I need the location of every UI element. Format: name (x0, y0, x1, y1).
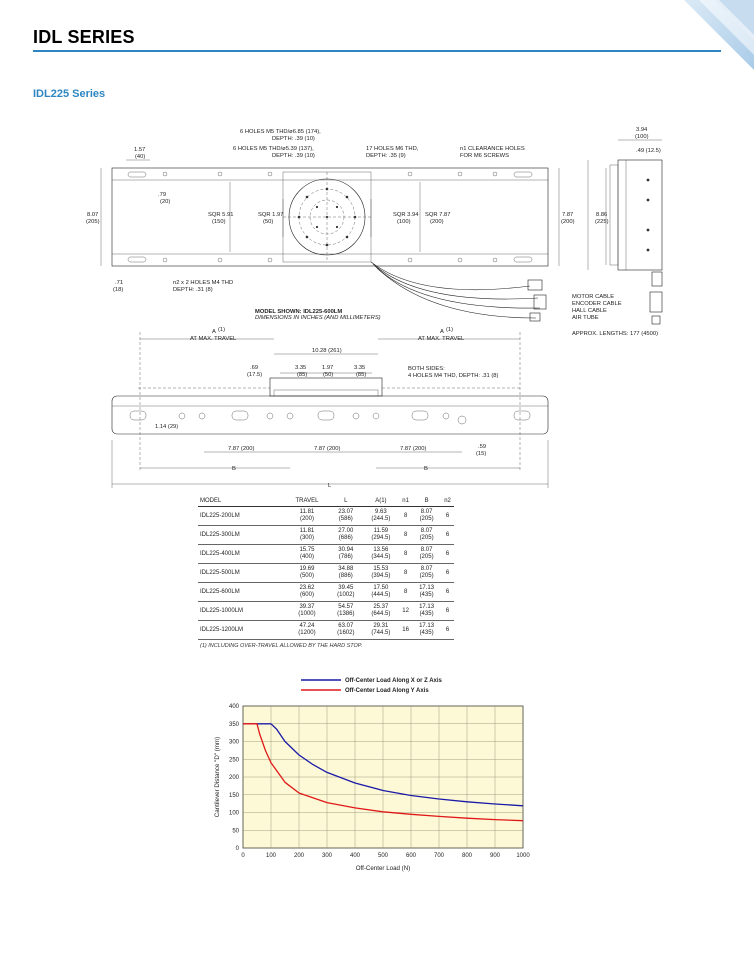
table-cell: 6 (441, 621, 454, 640)
table-cell: 6 (441, 602, 454, 621)
dim-059-mm: (15) (476, 451, 487, 457)
sqr-787: SQR 7.87 (425, 212, 451, 218)
table-row (198, 583, 454, 602)
dim-787-mm: (200) (561, 219, 575, 225)
table-cell: 6 (441, 583, 454, 602)
sqr-787-mm: (200) (430, 219, 444, 225)
label-holes-m5-174: 6 HOLES M5 THD/ø6.85 (174), (240, 129, 321, 135)
label-dims-note: DIMENSIONS IN INCHES (AND MILLIMETERS) (255, 315, 381, 321)
sqr-394-mm: (100) (397, 219, 411, 225)
dim-079: .79 (158, 192, 167, 198)
dim-807: 8.07 (87, 212, 99, 218)
table-cell: 8 (399, 526, 412, 545)
table-cell: 17.13 (435) (412, 583, 441, 602)
dim-394: 3.94 (636, 127, 648, 133)
table-cell: 15.75 (400) (285, 545, 329, 564)
table-cell: 17.13 (435) (412, 602, 441, 621)
dim-071-mm: (18) (113, 287, 124, 293)
table-cell: 34.88 (886) (329, 564, 362, 583)
dim-069-mm: (17.5) (247, 372, 263, 378)
table-cell: 17.50 (444.5) (363, 583, 400, 602)
table-cell: 6 (441, 564, 454, 583)
sqr-197-mm: (50) (263, 219, 274, 225)
x-tick-label: 600 (405, 853, 417, 859)
table-cell: 8 (399, 583, 412, 602)
y-tick-label: 200 (228, 775, 239, 781)
dim-197-mm: (50) (323, 372, 334, 378)
table-header-cell: MODEL (198, 496, 285, 507)
top-view (101, 160, 559, 321)
label-b-right: B (424, 466, 428, 472)
dim-807-mm: (205) (86, 219, 100, 225)
dim-886: 8.86 (596, 212, 608, 218)
table-cell: 23.07 (586) (329, 507, 362, 526)
table-cell: 6 (441, 507, 454, 526)
dim-1028: 10.28 (261) (312, 348, 342, 354)
label-holes-m6-depth: DEPTH: .35 (9) (366, 153, 406, 159)
table-cell: 8 (399, 545, 412, 564)
label-model-shown: MODEL SHOWN: IDL225-600LM (255, 309, 343, 315)
table-cell: IDL225-1000LM (198, 602, 285, 621)
spec-table (198, 496, 454, 640)
table-cell: 16 (399, 621, 412, 640)
dim-335-left-mm: (85) (297, 372, 308, 378)
table-cell: 6 (441, 526, 454, 545)
label-clearance-2: FOR M6 SCREWS (460, 153, 509, 159)
table-cell: 19.69 (500) (285, 564, 329, 583)
table-cell: IDL225-600LM (198, 583, 285, 602)
x-axis-label: Off-Center Load (N) (355, 865, 411, 872)
table-row (198, 602, 454, 621)
table-cell: 30.94 (786) (329, 545, 362, 564)
y-tick-label: 150 (228, 792, 239, 799)
table-cell: 11.59 (294.5) (363, 526, 400, 545)
label-air-tube: AIR TUBE (572, 315, 599, 321)
table-cell: IDL225-1200LM (198, 621, 285, 640)
table-header-cell: A(1) (363, 496, 400, 507)
label-holes-m5-137: 6 HOLES M5 THD/ø5.39 (137), (233, 146, 314, 152)
dim-071: .71 (115, 280, 124, 286)
dim-787: 7.87 (562, 212, 574, 218)
table-row (198, 507, 454, 526)
table-row (198, 621, 454, 640)
table-cell: 12 (399, 602, 412, 621)
label-max-travel-left: AT MAX. TRAVEL (190, 336, 237, 342)
label-a-left-sup: (1) (218, 327, 226, 333)
y-axis-label: Cantilever Distance "D" (mm) (214, 736, 221, 818)
table-cell: IDL225-200LM (198, 507, 285, 526)
legend-label-1: Off-Center Load Along Y Axis (345, 688, 429, 694)
table-cell: 47.24 (1200) (285, 621, 329, 640)
table-cell: 23.62 (600) (285, 583, 329, 602)
table-cell: 8.07 (205) (412, 545, 441, 564)
table-cell: 27.00 (686) (329, 526, 362, 545)
dim-114: 1.14 (29) (155, 424, 179, 430)
table-cell: 54.57 (1386) (329, 602, 362, 621)
sqr-591: SQR 5.91 (208, 212, 234, 218)
sqr-591-mm: (150) (212, 219, 226, 225)
label-both-sides-2: 4 HOLES M4 THD, DEPTH: .31 (8) (408, 373, 499, 379)
y-tick-label: 300 (228, 739, 239, 746)
table-cell: 17.13 (435) (412, 621, 441, 640)
table-footnote: (1) INCLUDING OVER-TRAVEL ALLOWED BY THE HARD STOP. (200, 643, 363, 649)
x-tick-label: 1000 (516, 853, 530, 859)
legend-label-0: Off-Center Load Along X or Z Axis (345, 678, 442, 684)
sqr-394: SQR 3.94 (393, 212, 419, 218)
table-row (198, 564, 454, 583)
label-b-left: B (232, 466, 236, 472)
x-tick-label: 0 (241, 853, 245, 859)
dim-787-b: 7.87 (200) (314, 446, 341, 452)
table-cell: IDL225-300LM (198, 526, 285, 545)
table-header-cell: n2 (441, 496, 454, 507)
table-header-cell: n1 (399, 496, 412, 507)
y-tick-label: 250 (228, 757, 239, 764)
label-n2-holes: n2 x 2 HOLES M4 THD (173, 280, 234, 286)
label-holes-m6: 17 HOLES M6 THD, (366, 146, 419, 152)
table-cell: 15.53 (394.5) (363, 564, 400, 583)
y-tick-label: 100 (228, 810, 239, 817)
table-cell: 25.37 (644.5) (363, 602, 400, 621)
label-a-right: A (440, 329, 444, 335)
table-body (198, 507, 454, 640)
label-a-right-sup: (1) (446, 327, 454, 333)
label-n2-holes-depth: DEPTH: .31 (8) (173, 287, 213, 293)
y-tick-label: 400 (228, 704, 239, 710)
load-chart (205, 672, 535, 877)
x-tick-label: 100 (265, 853, 277, 859)
y-tick-label: 50 (232, 828, 239, 835)
x-tick-label: 900 (489, 853, 501, 859)
table-header-cell: B (412, 496, 441, 507)
label-hall-cable: HALL CABLE (572, 308, 607, 314)
table-cell: 8.07 (205) (412, 507, 441, 526)
page-title: IDL SERIES (33, 27, 135, 47)
label-clearance: n1 CLEARANCE HOLES (460, 146, 525, 152)
table-cell: IDL225-500LM (198, 564, 285, 583)
dim-059: .59 (478, 444, 487, 450)
section-subtitle: IDL225 Series (33, 88, 106, 100)
y-tick-label: 350 (228, 721, 239, 728)
sqr-197: SQR 1.97 (258, 212, 284, 218)
label-a-left: A (212, 329, 216, 335)
dim-886-mm: (225) (595, 219, 609, 225)
table-header-row (198, 496, 454, 507)
table-cell: 8.07 (205) (412, 526, 441, 545)
dim-197: 1.97 (322, 365, 334, 371)
label-holes-m5-137-depth: DEPTH: .39 (10) (272, 153, 315, 159)
table-cell: 13.56 (344.5) (363, 545, 400, 564)
label-l: L (328, 483, 332, 489)
y-tick-label: 0 (235, 846, 239, 852)
x-tick-label: 700 (433, 853, 445, 859)
x-tick-label: 800 (461, 853, 473, 859)
table-cell: 29.31 (744.5) (363, 621, 400, 640)
table-cell: 63.07 (1602) (329, 621, 362, 640)
dim-335-right: 3.35 (354, 365, 366, 371)
x-tick-label: 200 (293, 853, 305, 859)
table-cell: 8 (399, 564, 412, 583)
table-cell: 8 (399, 507, 412, 526)
dim-069: .69 (250, 365, 259, 371)
x-tick-label: 400 (349, 853, 361, 859)
table-cell: 6 (441, 545, 454, 564)
table-row (198, 526, 454, 545)
dim-079-mm: (20) (160, 199, 171, 205)
table-cell: 9.63 (244.5) (363, 507, 400, 526)
dim-157: 1.57 (134, 147, 146, 153)
label-holes-m5-174-depth: DEPTH: .39 (10) (272, 136, 315, 142)
dim-787-c: 7.87 (200) (400, 446, 427, 452)
table-row (198, 545, 454, 564)
label-encoder-cable: ENCODER CABLE (572, 301, 622, 307)
front-view (112, 332, 548, 488)
x-tick-label: 500 (377, 853, 389, 859)
label-motor-cable: MOTOR CABLE (572, 294, 615, 300)
dim-394-mm: (100) (635, 134, 649, 140)
dim-157-mm: (40) (135, 154, 146, 160)
dim-787-a: 7.87 (200) (228, 446, 255, 452)
dim-335-left: 3.35 (295, 365, 307, 371)
table-header-cell: TRAVEL (285, 496, 329, 507)
dim-049: .49 (12.5) (636, 148, 661, 154)
table-cell: 39.37 (1000) (285, 602, 329, 621)
dim-335-right-mm: (85) (356, 372, 367, 378)
table-cell: 39.45 (1002) (329, 583, 362, 602)
table-cell: 11.81 (300) (285, 526, 329, 545)
x-tick-label: 300 (321, 853, 333, 859)
label-max-travel-right: AT MAX. TRAVEL (418, 336, 465, 342)
label-both-sides: BOTH SIDES: (408, 366, 445, 372)
table-cell: 8.07 (205) (412, 564, 441, 583)
table-header-cell: L (329, 496, 362, 507)
table-cell: IDL225-400LM (198, 545, 285, 564)
label-approx-lengths: APPROX. LENGTHS: 177 (4500) (572, 331, 659, 337)
table-cell: 11.81 (200) (285, 507, 329, 526)
